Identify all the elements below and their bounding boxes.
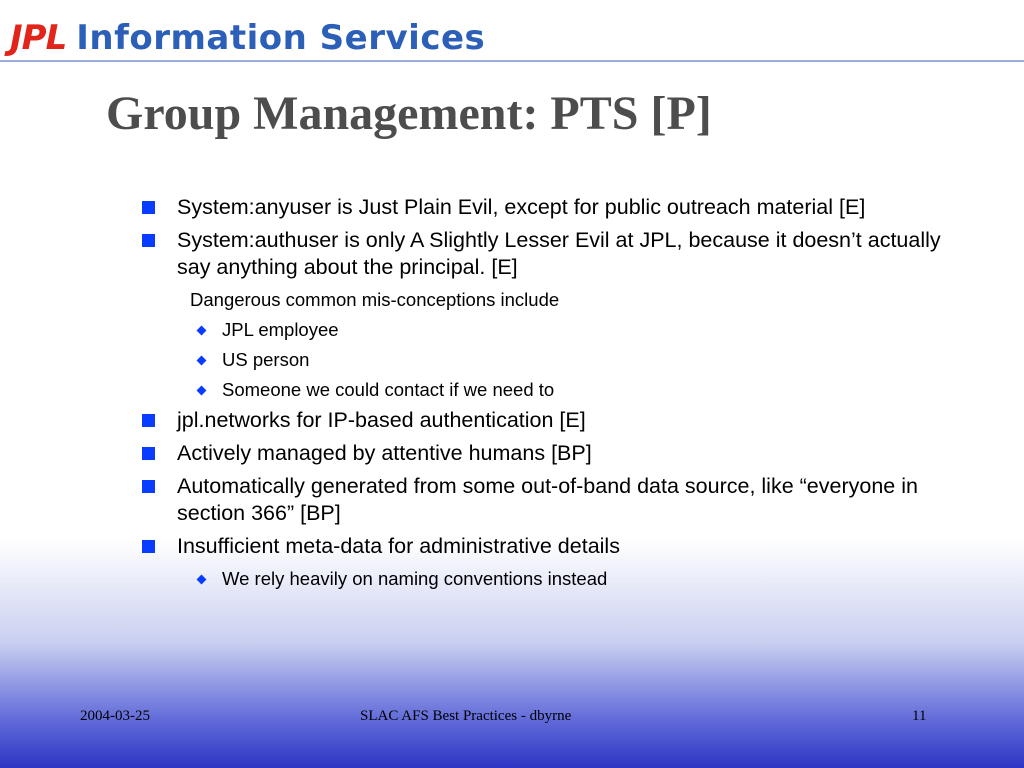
diamond-bullet-icon — [197, 575, 207, 585]
bullet-text: Insufficient meta-data for administrative details — [177, 534, 620, 558]
sub-bullet-item — [140, 566, 960, 592]
header-divider — [0, 60, 1024, 62]
bullet-item — [140, 407, 960, 434]
square-bullet-icon — [142, 201, 155, 214]
bullet-item — [140, 533, 960, 560]
sub-bullet-text: US person — [222, 349, 310, 370]
slide-content — [140, 194, 960, 596]
bullet-item — [140, 227, 960, 281]
diamond-bullet-icon — [197, 386, 207, 396]
sub-bullet-item — [140, 317, 960, 343]
bullet-item — [140, 440, 960, 467]
square-bullet-icon — [142, 414, 155, 427]
bullet-text: Actively managed by attentive humans [BP] — [177, 441, 592, 465]
bullet-text: System:authuser is only A Slightly Lesser Evil at JPL, because it doesn’t actually say anything about the principal. [E] — [177, 228, 941, 279]
jpl-logo — [10, 18, 485, 58]
square-bullet-icon — [142, 540, 155, 553]
diamond-bullet-icon — [197, 326, 207, 336]
bullet-text: Automatically generated from some out-of-band data source, like “everyone in section 366” [BP] — [177, 474, 918, 525]
plain-text-item: Dangerous common mis-conceptions include — [190, 289, 560, 310]
square-bullet-icon — [142, 480, 155, 493]
diamond-bullet-icon — [197, 356, 207, 366]
footer-date: 2004-03-25 — [80, 708, 150, 724]
sub-bullet-text: We rely heavily on naming conventions instead — [222, 568, 608, 589]
sub-bullet-item — [140, 377, 960, 403]
sub-bullet-text: JPL employee — [222, 319, 339, 340]
footer-page-number: 11 — [912, 708, 927, 724]
footer-title: SLAC AFS Best Practices - dbyrne — [360, 708, 572, 724]
sub-bullet-text: Someone we could contact if we need to — [222, 379, 555, 400]
bullet-text: System:anyuser is Just Plain Evil, except for public outreach material [E] — [177, 195, 866, 219]
square-bullet-icon — [142, 447, 155, 460]
sub-bullet-item — [140, 347, 960, 373]
logo-brand: JPL — [10, 18, 67, 58]
bullet-text: jpl.networks for IP-based authentication [E] — [177, 408, 586, 432]
square-bullet-icon — [142, 234, 155, 247]
bullet-item — [140, 194, 960, 221]
slide-title: Group Management: PTS [P] — [106, 87, 712, 140]
logo-name: Information Services — [76, 18, 486, 58]
slide-footer — [0, 708, 1024, 730]
bullet-item — [140, 473, 960, 527]
